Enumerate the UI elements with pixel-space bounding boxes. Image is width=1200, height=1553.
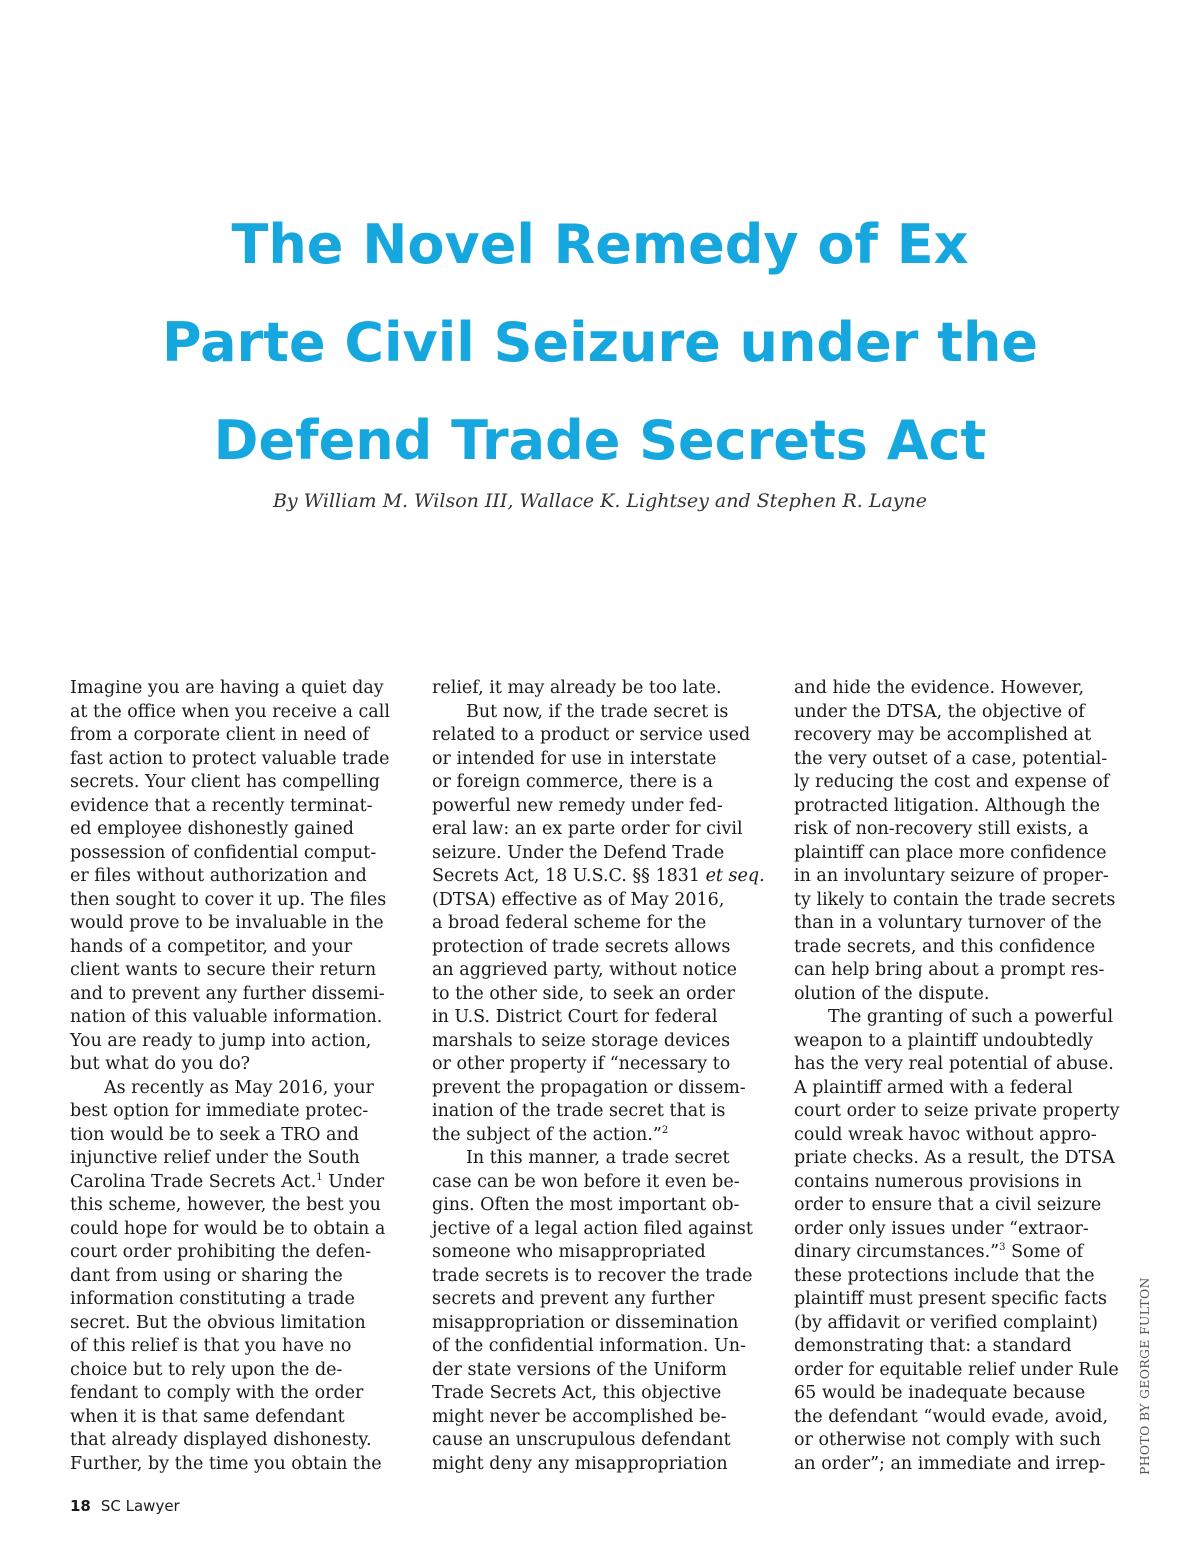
body-text-line xyxy=(70,1382,410,1406)
line-text: dinary circumstances.” xyxy=(794,1242,1000,1262)
line-text: gins. Often the most important ob- xyxy=(432,1195,740,1215)
body-text-line xyxy=(794,1312,1134,1336)
line-text: A plaintiff armed with a federal xyxy=(794,1077,1073,1098)
line-text: court order prohibiting the defen- xyxy=(70,1242,372,1262)
article-title xyxy=(0,196,1200,490)
body-text-line xyxy=(70,1077,410,1101)
body-text-line xyxy=(70,1359,410,1383)
body-text-line xyxy=(70,1288,410,1312)
line-text: secrets and prevent any further xyxy=(432,1289,715,1309)
body-text-line xyxy=(794,1335,1134,1359)
body-text-line xyxy=(432,1335,772,1359)
line-text: might deny any misappropriation xyxy=(432,1453,728,1474)
body-text-line xyxy=(432,1312,772,1336)
line-text: In this manner, a trade secret xyxy=(466,1148,730,1168)
line-text: the defendant “would evade, avoid, xyxy=(794,1406,1109,1427)
line-text: could hope for would be to obtain a xyxy=(70,1218,386,1239)
body-text-line xyxy=(432,1053,772,1077)
byline: By William M. Wilson III, Wallace K. Lightsey and Stephen R. Layne xyxy=(272,490,928,512)
line-text: the very outset of a case, potential- xyxy=(794,748,1108,769)
line-text: As recently as May 2016, your xyxy=(104,1077,374,1098)
line-text: Further, by the time you obtain the xyxy=(70,1453,382,1474)
body-text-line xyxy=(432,748,772,772)
line-text: But now, if the trade secret is xyxy=(466,701,729,722)
body-text-line xyxy=(432,842,772,866)
line-text: powerful new remedy under fed- xyxy=(432,795,723,816)
line-text: contains numerous provisions in xyxy=(794,1171,1083,1192)
body-text-line xyxy=(794,748,1134,772)
line-text: and hide the evidence. However, xyxy=(794,678,1085,698)
line-text: from a corporate client in need of xyxy=(70,725,370,745)
body-text-line xyxy=(794,983,1134,1007)
line-text: injunctive relief under the South xyxy=(70,1148,360,1168)
line-text: could wreak havoc without appro- xyxy=(794,1124,1097,1145)
body-text-line xyxy=(794,1218,1134,1242)
line-text: order only issues under “extraor- xyxy=(794,1218,1089,1239)
body-text-line xyxy=(70,1265,410,1289)
body-text-line xyxy=(432,701,772,725)
body-text-line xyxy=(70,936,410,960)
line-text: trade secrets is to recover the trade xyxy=(432,1265,753,1286)
line-text: someone who misappropriated xyxy=(432,1242,706,1262)
line-text: protracted litigation. Although the xyxy=(794,795,1100,816)
line-text: and to prevent any further dissemi- xyxy=(70,983,385,1004)
body-text-line xyxy=(432,1218,772,1242)
body-text-line xyxy=(432,1147,772,1171)
line-text: er files without authorization and xyxy=(70,866,367,886)
line-text: than in a voluntary turnover of the xyxy=(794,913,1102,933)
body-text-line xyxy=(794,1030,1134,1054)
body-text-line xyxy=(432,1265,772,1289)
body-text-line xyxy=(432,1124,772,1148)
line-text: weapon to a plaintiff undoubtedly xyxy=(794,1030,1094,1051)
line-text: The granting of such a powerful xyxy=(828,1007,1114,1027)
body-column-1 xyxy=(70,677,410,1476)
body-text-line xyxy=(432,795,772,819)
line-text: (DTSA) effective as of May 2016, xyxy=(432,889,725,910)
line-text: Imagine you are having a quiet day xyxy=(70,678,384,698)
body-text-line xyxy=(432,1030,772,1054)
body-text-line xyxy=(432,1382,772,1406)
body-text-line xyxy=(432,1077,772,1101)
body-text-line xyxy=(432,959,772,983)
line-text: or other property if “necessary to xyxy=(432,1054,731,1074)
body-text-line xyxy=(432,818,772,842)
line-text: but what do you do? xyxy=(70,1054,251,1074)
title-line: Defend Trade Secrets Act xyxy=(213,409,987,472)
body-text-line xyxy=(432,1241,772,1265)
line-text: can help bring about a prompt res- xyxy=(794,960,1105,980)
body-text-line xyxy=(794,1171,1134,1195)
body-text-line xyxy=(794,818,1134,842)
line-text: these protections include that the xyxy=(794,1265,1095,1286)
line-text: an aggrieved party, without notice xyxy=(432,960,738,980)
body-text-line xyxy=(70,983,410,1007)
line-text: jective of a legal action filed against xyxy=(432,1218,753,1239)
body-text-line xyxy=(794,1288,1134,1312)
line-text: You are ready to jump into action, xyxy=(70,1030,372,1051)
line-text: demonstrating that: a standard xyxy=(794,1336,1072,1356)
line-text: a broad federal scheme for the xyxy=(432,913,707,933)
body-text-line xyxy=(70,1453,410,1477)
line-text: related to a product or service used xyxy=(432,725,751,745)
body-text-line xyxy=(432,983,772,1007)
line-text: priate checks. As a result, the DTSA xyxy=(794,1148,1115,1168)
body-text-line xyxy=(432,724,772,748)
line-text: risk of non-recovery still exists, a xyxy=(794,819,1089,839)
body-text-line xyxy=(70,1171,410,1195)
inline-text: et seq. xyxy=(705,866,765,886)
line-text: secrets. Your client has compelling xyxy=(70,772,380,792)
line-text: or intended for use in interstate xyxy=(432,748,717,769)
page-footer xyxy=(70,1497,180,1515)
body-text-line xyxy=(70,1406,410,1430)
body-text-line xyxy=(794,959,1134,983)
body-text-line xyxy=(794,1406,1134,1430)
line-text: marshals to seize storage devices xyxy=(432,1030,731,1051)
body-text-line xyxy=(432,1288,772,1312)
body-column-2 xyxy=(432,677,772,1476)
line-text: misappropriation or dissemination xyxy=(432,1312,739,1333)
body-text-line xyxy=(794,795,1134,819)
line-text: or otherwise not comply with such xyxy=(794,1430,1101,1450)
line-text: information constituting a trade xyxy=(70,1289,355,1309)
body-text-line xyxy=(70,818,410,842)
line-text: protection of trade secrets allows xyxy=(432,936,731,957)
line-text: Secrets Act, 18 U.S.C. §§ 1831 xyxy=(432,866,700,886)
body-text-line xyxy=(70,748,410,772)
line-text: order for equitable relief under Rule xyxy=(794,1359,1119,1380)
body-text-line xyxy=(432,865,772,889)
line-text: ination of the trade secret that is xyxy=(432,1101,726,1121)
line-text: case can be won before it even be- xyxy=(432,1171,740,1192)
line-text: Carolina Trade Secrets Act. xyxy=(70,1171,317,1192)
line-text: plaintiff must present specific facts xyxy=(794,1289,1107,1309)
line-text: then sought to cover it up. The files xyxy=(70,889,387,910)
body-text-line xyxy=(794,1194,1134,1218)
line-text: at the office when you receive a call xyxy=(70,701,390,722)
body-text-line xyxy=(432,1429,772,1453)
line-text: secret. But the obvious limitation xyxy=(70,1312,366,1333)
body-text-line xyxy=(794,1053,1134,1077)
body-text-line xyxy=(70,677,410,701)
line-text: possession of confidential comput- xyxy=(70,842,377,863)
body-text-line xyxy=(794,1265,1134,1289)
body-text-line xyxy=(794,1006,1134,1030)
line-text: would prove to be invaluable in the xyxy=(70,913,384,933)
line-text: evidence that a recently terminat- xyxy=(70,795,373,816)
body-text-line xyxy=(432,1171,772,1195)
line-text: nation of this valuable information. xyxy=(70,1007,383,1027)
body-text-line xyxy=(794,771,1134,795)
body-text-line xyxy=(70,1241,410,1265)
body-text-line xyxy=(432,771,772,795)
body-text-line xyxy=(432,677,772,701)
title-line: Parte Civil Seizure under the xyxy=(161,311,1039,374)
body-text-line xyxy=(70,701,410,725)
line-text: eral law: an ex parte order for civil xyxy=(432,819,743,839)
body-text-line xyxy=(794,1077,1134,1101)
line-text: or foreign commerce, there is a xyxy=(432,772,713,792)
line-text: 65 would be inadequate because xyxy=(794,1383,1086,1403)
body-text-line xyxy=(432,1006,772,1030)
body-text-line xyxy=(70,1006,410,1030)
line-text: this scheme, however, the best you xyxy=(70,1195,381,1215)
inline-text: Some of xyxy=(1005,1242,1084,1262)
line-text: Trade Secrets Act, this objective xyxy=(432,1383,722,1403)
line-text: of this relief is that you have no xyxy=(70,1336,352,1356)
body-text-line xyxy=(794,936,1134,960)
line-text: relief, it may already be too late. xyxy=(432,678,722,698)
line-text: when it is that same defendant xyxy=(70,1406,345,1427)
body-text-line xyxy=(794,889,1134,913)
body-text-line xyxy=(794,912,1134,936)
line-text: trade secrets, and this confidence xyxy=(794,936,1096,957)
line-text: plaintiff can place more confidence xyxy=(794,842,1107,863)
page-number: 18 xyxy=(70,1497,91,1515)
line-text: ly reducing the cost and expense of xyxy=(794,772,1110,792)
line-text: the subject of the action.” xyxy=(432,1124,662,1145)
body-text-line xyxy=(70,1053,410,1077)
body-text-line xyxy=(70,1335,410,1359)
body-text-line xyxy=(432,889,772,913)
body-text-line xyxy=(70,959,410,983)
body-text-line xyxy=(70,1429,410,1453)
line-text: an order”; an immediate and irrep- xyxy=(794,1453,1106,1474)
body-text-line xyxy=(432,1194,772,1218)
line-text: (by affidavit or verified complaint) xyxy=(794,1312,1099,1333)
body-text-line xyxy=(70,912,410,936)
line-text: seizure. Under the Defend Trade xyxy=(432,842,725,863)
line-text: order to ensure that a civil seizure xyxy=(794,1195,1102,1215)
body-text-line xyxy=(432,1100,772,1124)
body-column-3 xyxy=(794,677,1134,1476)
line-text: dant from using or sharing the xyxy=(70,1265,343,1286)
line-text: in an involuntary seizure of proper- xyxy=(794,866,1109,886)
body-text-line xyxy=(70,771,410,795)
body-text-line xyxy=(794,1382,1134,1406)
body-text-line xyxy=(70,1100,410,1124)
inline-text: Under xyxy=(322,1171,385,1192)
body-text-line xyxy=(794,701,1134,725)
body-text-line xyxy=(70,1312,410,1336)
body-text-line xyxy=(432,1406,772,1430)
line-text: best option for immediate protec- xyxy=(70,1101,369,1121)
line-text: choice but to rely upon the de- xyxy=(70,1359,343,1380)
body-text-line xyxy=(794,1241,1134,1265)
line-text: olution of the dispute. xyxy=(794,983,990,1004)
body-text-line xyxy=(432,1453,772,1477)
body-text-line xyxy=(70,1147,410,1171)
body-text-line xyxy=(70,795,410,819)
body-text-line xyxy=(432,1359,772,1383)
footnote-ref: 1 xyxy=(316,1171,323,1183)
body-text-line xyxy=(794,1429,1134,1453)
body-text-line xyxy=(70,1218,410,1242)
publication-name: SC Lawyer xyxy=(100,1497,180,1515)
line-text: tion would be to seek a TRO and xyxy=(70,1124,359,1145)
body-text-line xyxy=(70,1030,410,1054)
body-text-line xyxy=(794,865,1134,889)
line-text: fendant to comply with the order xyxy=(70,1383,364,1403)
line-text: under the DTSA, the objective of xyxy=(794,701,1085,722)
line-text: cause an unscrupulous defendant xyxy=(432,1430,731,1450)
body-text-line xyxy=(70,1194,410,1218)
line-text: to the other side, to seek an order xyxy=(432,983,735,1004)
line-text: hands of a competitor, and your xyxy=(70,936,353,957)
body-text-line xyxy=(70,1124,410,1148)
footnote-ref: 2 xyxy=(661,1124,669,1136)
body-text-line xyxy=(70,889,410,913)
photo-credit: PHOTO BY GEORGE FULTON xyxy=(1137,1277,1152,1475)
body-text-line xyxy=(794,842,1134,866)
line-text: court order to seize private property xyxy=(794,1101,1120,1121)
body-text-line xyxy=(432,912,772,936)
body-text-line xyxy=(794,677,1134,701)
line-text: der state versions of the Uniform xyxy=(432,1359,727,1380)
line-text: in U.S. District Court for federal xyxy=(432,1007,718,1027)
body-text-line xyxy=(794,1124,1134,1148)
line-text: client wants to secure their return xyxy=(70,960,377,980)
line-text: ty likely to contain the trade secrets xyxy=(794,889,1116,910)
body-text-line xyxy=(70,865,410,889)
line-text: of the confidential information. Un- xyxy=(432,1336,746,1356)
body-text-line xyxy=(432,936,772,960)
line-text: fast action to protect valuable trade xyxy=(70,748,390,769)
body-text-line xyxy=(794,1100,1134,1124)
line-text: ed employee dishonestly gained xyxy=(70,819,354,839)
line-text: recovery may be accomplished at xyxy=(794,725,1092,745)
title-line: The Novel Remedy of Ex xyxy=(231,213,969,276)
footnote-ref: 3 xyxy=(999,1242,1006,1253)
body-text-line xyxy=(794,1147,1134,1171)
body-text-line xyxy=(794,1359,1134,1383)
body-text-line xyxy=(794,1453,1134,1477)
body-text-line xyxy=(70,842,410,866)
line-text: prevent the propagation or dissem- xyxy=(432,1077,746,1098)
line-text: might never be accomplished be- xyxy=(432,1406,727,1427)
body-text-line xyxy=(70,724,410,748)
line-text: has the very real potential of abuse. xyxy=(794,1054,1114,1074)
line-text: that already displayed dishonesty. xyxy=(70,1430,372,1450)
body-text-line xyxy=(794,724,1134,748)
